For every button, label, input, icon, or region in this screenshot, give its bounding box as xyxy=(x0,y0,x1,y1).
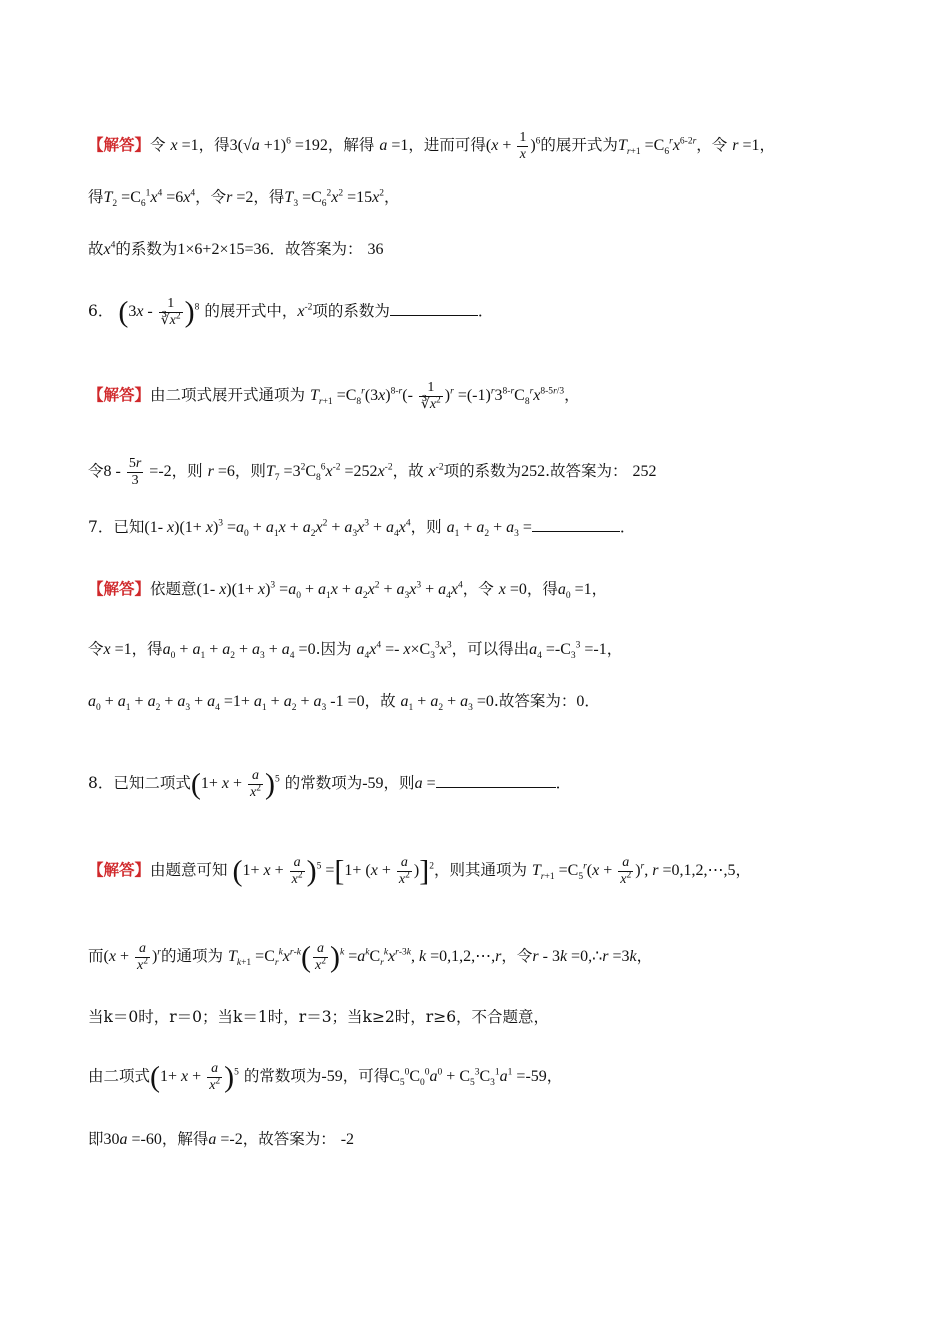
text: 的通项为 xyxy=(160,947,223,965)
text: ，可得 xyxy=(342,1067,390,1085)
math: $a_1 + a_2 + a_3 =0$ xyxy=(400,693,494,714)
text: 的系数为 xyxy=(115,240,178,258)
text: 的常数项为 xyxy=(243,1067,322,1085)
math: 1×6+2×15=36 xyxy=(177,241,270,258)
math: $a_4x^4 =- x\times C_3^3x^3$ xyxy=(356,640,452,662)
text: ，令 xyxy=(462,580,494,598)
text: 令 xyxy=(88,640,104,658)
math: $T_{r+1} =C_6^rx^{6-2r}$ xyxy=(617,136,697,158)
question-number: 7．已知 xyxy=(88,518,145,536)
math: (1- $x)(1+ x)^3 =a_0 + a_1x + a_2x^2 + a_3x^3 + a_4x^4$ xyxy=(196,580,463,602)
text: ． xyxy=(619,518,636,536)
math: 252 xyxy=(521,463,546,481)
text: 由二项式 xyxy=(88,1067,151,1085)
math: a =1 xyxy=(379,137,409,155)
q8-solution-line-4 xyxy=(88,1058,890,1095)
text: 项的系数为 xyxy=(443,462,522,481)
math: r - 3k =0,∴r =3k xyxy=(532,948,637,965)
text: ，进而可得 xyxy=(408,136,486,155)
text: ，则 xyxy=(234,462,266,481)
math: a = xyxy=(414,775,436,792)
math: $x^{-2}$ xyxy=(428,462,444,481)
text: 项的系数为 xyxy=(312,302,390,321)
math: $T_{r+1} =C_8^r(3x)^{8-r}(-$ $\frac{1}{∛x^2}$ )$^r =(-1)^r3^{8-r}C_8^rx^{8-5r/3}$ xyxy=(309,380,565,412)
text: 的展开式为 xyxy=(540,136,618,155)
math: r =1 xyxy=(732,137,760,155)
text: ， xyxy=(546,1067,563,1085)
answer: 252 xyxy=(632,463,657,481)
math: $x^{-2}$ xyxy=(297,302,313,321)
math: $a_1 + a_2 + a_3$ = xyxy=(446,519,532,540)
text: ，可以得出 xyxy=(451,640,530,658)
text: ， xyxy=(564,386,580,405)
text: .因为 xyxy=(315,640,352,658)
text: ， xyxy=(384,188,400,206)
text: ， xyxy=(606,640,623,658)
text: ，令 xyxy=(696,136,728,155)
q7-solution-line-2 xyxy=(88,638,890,661)
solution-label: 【解答】 xyxy=(88,135,151,155)
math: $3(√a +1)^6 =192$ xyxy=(229,136,328,155)
q8-solution-line-3: 当k＝0时，r＝0；当k＝1时，r＝3；当k≥2时，r≥6，不合题意， xyxy=(88,1008,550,1026)
text: ，得 xyxy=(131,640,163,658)
text: ，令 xyxy=(501,947,533,965)
q8-solution-line-5 xyxy=(88,1128,890,1151)
q7-solution-line-3 xyxy=(88,690,890,713)
answer: 0 xyxy=(576,693,585,710)
solution-label: 【解答】 xyxy=(88,860,151,879)
math: r =2 xyxy=(226,189,254,206)
math: (x + $\frac{1}{x}$ )$^6$ xyxy=(485,130,541,162)
solution-label: 【解答】 xyxy=(88,385,151,405)
text: ，解得 xyxy=(327,136,375,155)
answer-blank xyxy=(390,301,478,316)
text: ， xyxy=(591,580,608,598)
text: ，则 xyxy=(171,462,203,481)
text: ， xyxy=(759,136,776,155)
text: ，得 xyxy=(253,188,285,206)
q6-solution-line-2 xyxy=(88,456,890,489)
math: a =-2 xyxy=(208,1131,243,1148)
math: -59 xyxy=(321,1068,343,1085)
math: $x^4$ xyxy=(103,240,116,258)
text: ，得 xyxy=(198,136,230,155)
text: ，则其通项为 xyxy=(433,861,527,879)
math: $a_0 + a_1 + a_2 + a_3 + a_4 =1+ a_1 + a_2 + a_3$ -1 =0 xyxy=(88,693,365,714)
text: 依题意 xyxy=(150,580,197,598)
text: 由题意可知 xyxy=(150,861,228,879)
text: .故答案为： xyxy=(493,692,577,710)
math: x =1 xyxy=(103,641,132,658)
math: x =1 xyxy=(170,137,199,155)
q8-solution-line-2 xyxy=(88,938,890,975)
q8-question xyxy=(88,766,890,801)
text: ，则 xyxy=(383,774,415,792)
math: $T_2 =C_6^1x^4 =6x^4$ xyxy=(103,188,196,210)
text: 得 xyxy=(88,188,104,206)
text: 而 xyxy=(88,947,104,965)
text: ，解得 xyxy=(161,1130,209,1148)
math: (x + $\frac{a}{x^2}$ )$^r$ xyxy=(103,940,161,973)
text: ， xyxy=(735,861,752,879)
text: .故答案为： xyxy=(545,462,628,481)
answer-blank xyxy=(436,773,556,788)
answer: 36 xyxy=(367,241,384,258)
q5-solution-line-3 xyxy=(88,238,890,261)
math: 30a =-60 xyxy=(103,1131,162,1148)
text: ，故 xyxy=(392,462,424,481)
q6-question xyxy=(88,296,890,329)
text: ，令 xyxy=(195,188,227,206)
math: $T_{r+1} =C_5^r(x$ + $\frac{a}{x^2}$ )$^r$, r =0,1,2,⋯,5 xyxy=(531,854,736,887)
math: $T_{k+1} =C_r^kx^{r-k}$( $\frac{a}{x^2}$ )$^k =a^kC_r^kx^{r-3k}$, k =0,1,2,⋯,r xyxy=(227,940,502,974)
math: $T_3 =C_6^2x^2 =15x^2$ xyxy=(284,188,385,210)
q6-solution-line-1 xyxy=(88,380,890,413)
text: ． xyxy=(584,692,600,710)
question-number: 6． xyxy=(88,302,114,321)
math: (1+ x + $\frac{a}{x^2}$ )$^5$ xyxy=(190,767,280,801)
text: ，故答案为： xyxy=(242,1130,336,1148)
text: ．故答案为： xyxy=(269,240,363,258)
solution-label: 【解答】 xyxy=(88,579,151,598)
text: ， xyxy=(636,947,653,965)
q5-solution-line-2 xyxy=(88,186,890,209)
text: 的常数项为 xyxy=(284,774,363,792)
math: x =0 xyxy=(498,581,527,598)
math: (1+ x + $\frac{a}{x^2}$ )$^5$ =[1+ (x + $\frac{a}{x^2}$ )]$^2$ xyxy=(232,854,434,888)
math: $a_0 =1$ xyxy=(557,581,592,602)
math: $a_4 =-C_3^3 =-1$ xyxy=(529,640,607,662)
q7-solution-line-1 xyxy=(88,578,890,601)
math: 8 - $\frac{5r}{3}$ =-2 xyxy=(103,456,172,488)
question-number: 8．已知二项式 xyxy=(88,774,191,792)
q5-solution-line-1 xyxy=(88,130,890,163)
text: ，故 xyxy=(364,692,396,710)
text: ． xyxy=(555,774,572,792)
q8-solution-line-1 xyxy=(88,852,890,889)
math: (1- $x)(1+ x)^3 =a_0 + a_1x + a_2x^2 + a_3x^3 + a_4x^4$ xyxy=(144,518,411,540)
text: ． xyxy=(477,302,494,321)
math: r =6 xyxy=(207,463,235,481)
text: ，则 xyxy=(410,518,442,536)
text: 故 xyxy=(88,240,104,258)
text: ，得 xyxy=(526,580,558,598)
answer-blank xyxy=(532,517,620,532)
math: (3x - $\frac{1}{∛x^2}$ )$^8$ xyxy=(118,295,200,329)
q7-question xyxy=(88,516,890,539)
math: (1+ x + $\frac{a}{x^2}$ )$^5$ xyxy=(150,1060,239,1094)
text: 即 xyxy=(88,1130,104,1148)
math: $T_7 =3^2C_8^6x^{-2} =252x^{-2}$ xyxy=(265,462,393,484)
text: 由二项式展开式通项为 xyxy=(150,386,306,405)
text: 令 xyxy=(88,462,104,481)
answer: -2 xyxy=(340,1131,355,1148)
math: -59 xyxy=(362,775,384,792)
text: 令 xyxy=(150,136,166,155)
math: $C_5^0C_0^0a^0 + C_5^3C_3^1a^1 =-59$ xyxy=(389,1067,547,1089)
math: $a_0 + a_1 + a_2 + a_3 + a_4 =0$ xyxy=(162,641,316,662)
text: 的展开式中， xyxy=(204,302,298,321)
